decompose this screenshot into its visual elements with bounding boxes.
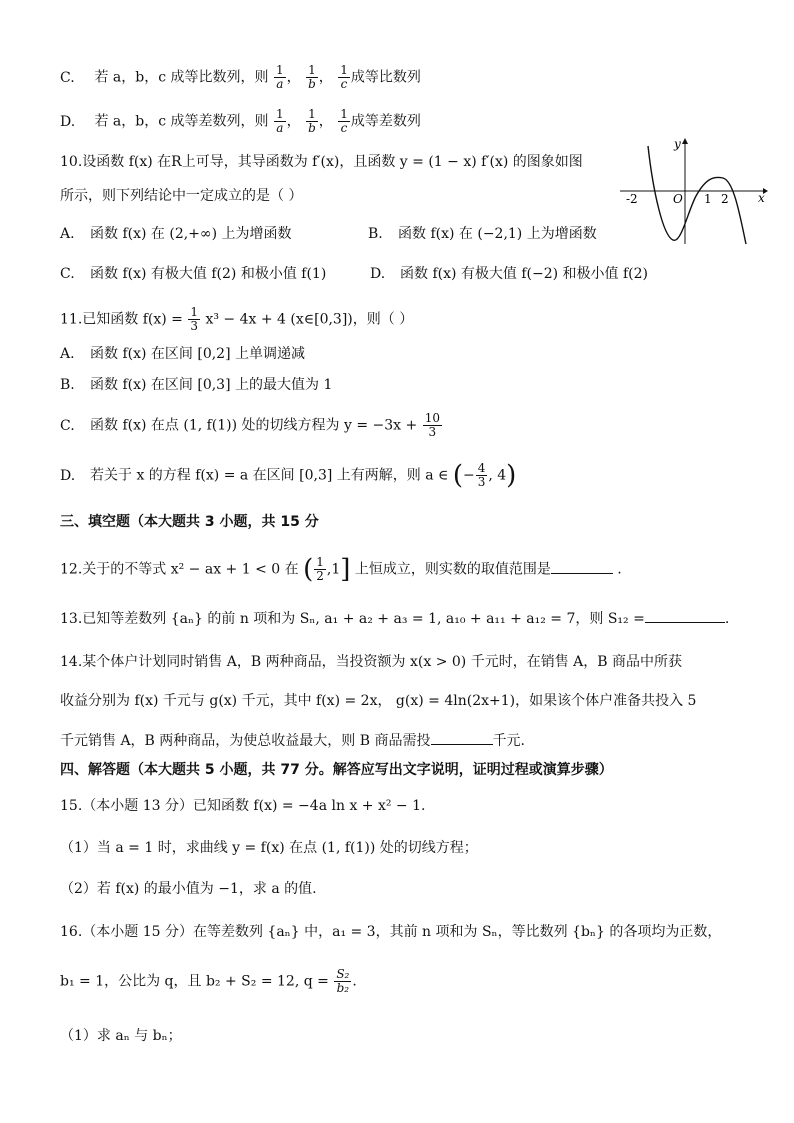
q15-stem: 15.（本小题 13 分）已知函数 f(x) = −4a ln x + x² − 1.: [60, 798, 426, 814]
fraction: $\frac{1}{a}$: [275, 107, 284, 135]
q10-option-b: B. 函数 f(x) 在 (−2,1) 上为增函数: [368, 226, 597, 242]
q10-stem-line1: 10.设函数 f(x) 在R上可导，其导函数为 f′(x)，且函数 y = (1 − x) f′(x) 的图象如图: [60, 154, 583, 170]
fraction: $\frac{1}{2}$: [316, 555, 324, 583]
q11-option-b: B. 函数 f(x) 在区间 [0,3] 上的最大值为 1: [60, 377, 333, 393]
q10-option-c: C. 函数 f(x) 有极大值 f(2) 和极小值 f(1): [60, 266, 327, 282]
fraction: $\frac{1}{c}$: [340, 107, 348, 135]
tick-label: 1: [704, 192, 712, 206]
section-heading: 三、填空题（本大题共 3 小题，共 15 分: [60, 514, 319, 530]
q15-part2: （2）若 f(x) 的最小值为 −1，求 a 的值.: [60, 881, 317, 897]
q9-option-d: D. 若 a，b，c 成等差数列，则 $\frac{1}{a}$ ， $\frac{1}{b}$ ， $\frac{1}{c}$ 成等差数列: [60, 107, 421, 135]
fraction: $\frac{1}{b}$: [308, 63, 316, 91]
curve: [648, 146, 746, 244]
q14-line3: 千元销售 A，B 两种商品，为使总收益最大，则 B 商品需投 千元.: [60, 730, 525, 751]
fraction: $\frac{1}{b}$: [308, 107, 316, 135]
option-text: 若 a，b，c 成等差数列，则: [94, 113, 269, 130]
tick-label: 2: [721, 192, 729, 206]
x-label: x: [758, 191, 765, 205]
fraction: $\frac{10}{3}$: [424, 411, 440, 439]
origin-label: O: [673, 192, 683, 206]
q15-part1: （1）当 a = 1 时，求曲线 y = f(x) 在点 (1, f(1)) 处的切线方程；: [60, 840, 478, 856]
q16-part1: （1）求 aₙ 与 bₙ；: [60, 1028, 182, 1044]
section-heading: 四、解答题（本大题共 5 小题，共 77 分。解答应写出文字说明，证明过程或演算步骤）: [60, 762, 613, 778]
fraction: $\frac{1}{c}$: [340, 63, 348, 91]
y-axis-arrow: [682, 138, 688, 144]
answer-blank[interactable]: [645, 608, 725, 623]
q12-text: 12.关于的不等式 x² − ax + 1 < 0 在 ( $\frac{1}{2}$ ,1] 上恒成立，则实数的取值范围是 .: [60, 554, 622, 585]
y-label: y: [674, 137, 681, 151]
q10-stem-line2: 所示，则下列结论中一定成立的是（ ）: [60, 188, 303, 204]
q10-option-d: D. 函数 f(x) 有极大值 f(−2) 和极小值 f(2): [370, 266, 649, 282]
q14-line2: 收益分别为 f(x) 千元与 g(x) 千元，其中 f(x) = 2x， g(x) = 4ln(2x+1)，如果该个体户准备共投入 5: [60, 693, 697, 709]
q10-graph: [618, 136, 768, 246]
q11-option-a: A. 函数 f(x) 在区间 [0,2] 上单调递减: [60, 346, 305, 362]
fraction: $\frac{\text{S₂}}{\text{b₂}}$: [336, 967, 350, 995]
option-text: 若 a，b，c 成等比数列，则: [94, 69, 269, 86]
option-label: D.: [60, 113, 76, 130]
tick-label: -2: [626, 192, 638, 206]
answer-blank[interactable]: [551, 559, 613, 574]
fraction: $\frac{1}{a}$: [275, 63, 284, 91]
fraction: $\frac{1}{3}$: [190, 305, 198, 333]
q11-stem: 11.已知函数 f(x) = $\frac{1}{3}$ x³ − 4x + 4 (x∈[0,3])，则（ ）: [60, 305, 414, 333]
q9-option-c: C. 若 a，b，c 成等比数列，则 $\frac{1}{a}$ ， $\frac{1}{b}$ ， $\frac{1}{c}$ 成等比数列: [60, 63, 421, 91]
answer-blank[interactable]: [431, 730, 493, 745]
q13-text: 13.已知等差数列 {aₙ} 的前 n 项和为 Sₙ, a₁ + a₂ + a₃ = 1, a₁₀ + a₁₁ + a₁₂ = 7，则 S₁₂ = .: [60, 608, 729, 629]
q11-option-d: D. 若关于 x 的方程 f(x) = a 在区间 [0,3] 上有两解，则 a ∈ (− $\frac{4}{3}$ , 4): [60, 460, 517, 491]
q16-stem-line1: 16.（本小题 15 分）在等差数列 {aₙ} 中，a₁ = 3，其前 n 项和为 Sₙ，等比数列 {bₙ} 的各项均为正数，: [60, 924, 722, 940]
fraction: $\frac{4}{3}$: [477, 461, 486, 489]
option-label: C.: [60, 69, 75, 86]
q16-stem-line2: b₁ = 1，公比为 q，且 b₂ + S₂ = 12, q = $\frac{\text{S₂}}{\text{b₂}}$ .: [60, 967, 357, 995]
q10-option-a: A. 函数 f(x) 在 (2,+∞) 上为增函数: [60, 226, 292, 242]
q14-line1: 14.某个体户计划同时销售 A，B 两种商品，当投资额为 x(x > 0) 千元时，在销售 A，B 商品中所获: [60, 654, 683, 670]
q11-option-c: C. 函数 f(x) 在点 (1, f(1)) 处的切线方程为 y = −3x + $\frac{10}{3}$: [60, 411, 440, 439]
